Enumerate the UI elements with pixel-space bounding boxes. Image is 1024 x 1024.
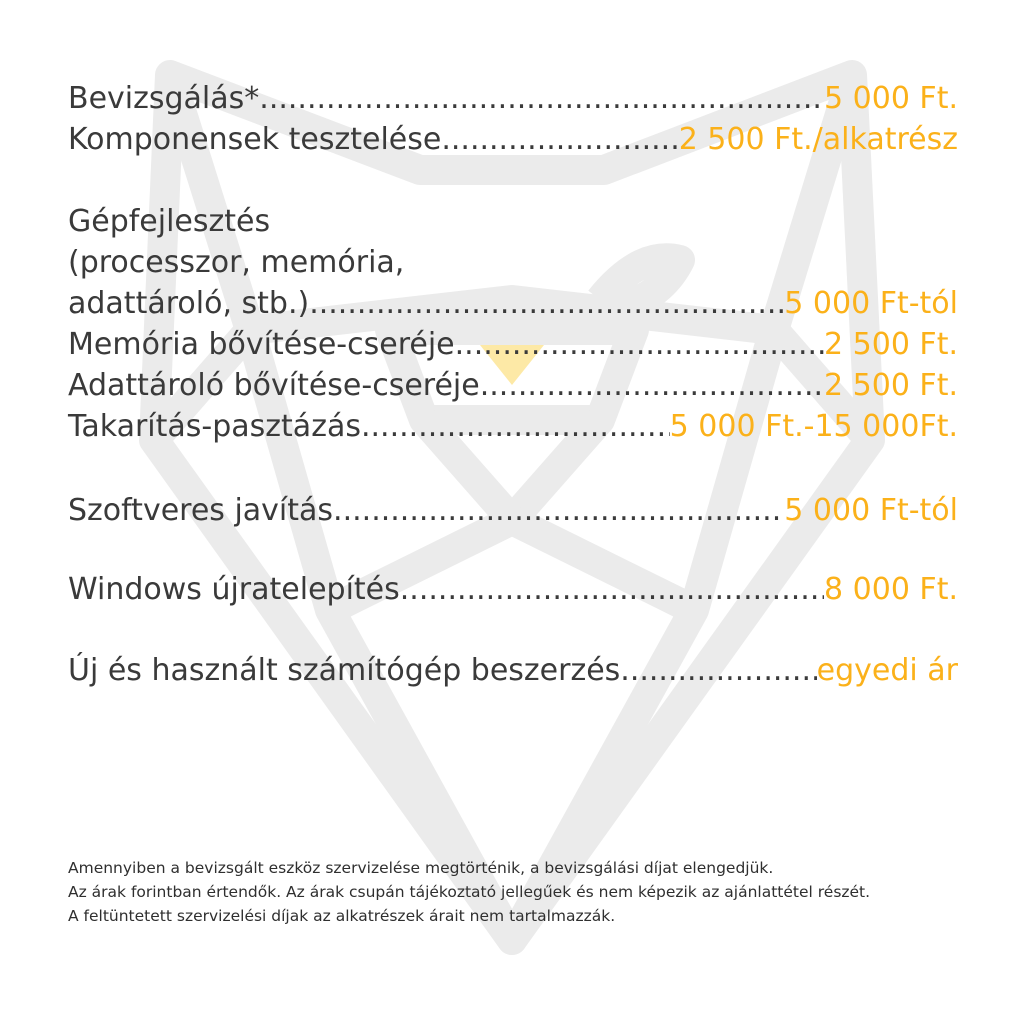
dot-leader xyxy=(361,406,670,447)
service-label: Memória bővítése-cseréje xyxy=(68,327,455,362)
dot-leader xyxy=(309,283,784,324)
footnote: Amennyiben a bevizsgált eszköz szervizelése megtörténik, a bevizsgálási díjat elengedjük. xyxy=(68,859,774,877)
price-row-purchase xyxy=(68,650,958,691)
dot-leader xyxy=(441,119,678,160)
upgrade-heading: Gépfejlesztés xyxy=(68,204,271,239)
price-row-cleaning xyxy=(68,406,958,447)
dot-leader xyxy=(400,569,824,610)
footnote: A feltüntetett szervizelési díjak az alkatrészek árait nem tartalmazzák. xyxy=(68,907,616,925)
service-price: 2 500 Ft. xyxy=(824,368,958,403)
service-price: 5 000 Ft-tól xyxy=(784,493,958,528)
service-price: 5 000 Ft.-15 000Ft. xyxy=(669,409,958,444)
price-row-software xyxy=(68,490,958,531)
dot-leader xyxy=(333,490,784,531)
dot-leader xyxy=(620,650,816,691)
service-label: Szoftveres javítás xyxy=(68,493,334,528)
service-label: Takarítás-pasztázás xyxy=(68,409,361,444)
service-price: 5 000 Ft-tól xyxy=(784,286,958,321)
price-row-storage xyxy=(68,365,958,406)
footnotes xyxy=(68,856,968,928)
service-label: Komponensek tesztelése xyxy=(68,122,442,157)
service-price: 2 500 Ft. xyxy=(824,327,958,362)
price-row-inspection xyxy=(68,78,958,119)
service-label: Windows újratelepítés xyxy=(68,572,400,607)
dot-leader xyxy=(480,365,824,406)
service-price: 5 000 Ft. xyxy=(824,81,958,116)
service-price: 8 000 Ft. xyxy=(824,572,958,607)
price-row-upgrade xyxy=(68,283,958,324)
service-label: Bevizsgálás* xyxy=(68,81,260,116)
price-row-windows xyxy=(68,569,958,610)
service-label: Új és használt számítógép beszerzés xyxy=(68,653,621,688)
service-price: egyedi ár xyxy=(816,653,958,688)
price-row-memory xyxy=(68,324,958,365)
price-row-component-testing xyxy=(68,119,958,160)
service-label: Adattároló bővítése-cseréje xyxy=(68,368,480,403)
footnote: Az árak forintban értendők. Az árak csupán tájékoztató jellegűek és nem képezik az ajánlattétel részét. xyxy=(68,883,871,901)
dot-leader xyxy=(455,324,824,365)
upgrade-subheading: (processzor, memória, xyxy=(68,245,405,280)
service-label: adattároló, stb.) xyxy=(68,286,310,321)
price-list xyxy=(68,78,958,691)
service-price: 2 500 Ft./alkatrész xyxy=(678,122,958,157)
dot-leader xyxy=(259,78,824,119)
